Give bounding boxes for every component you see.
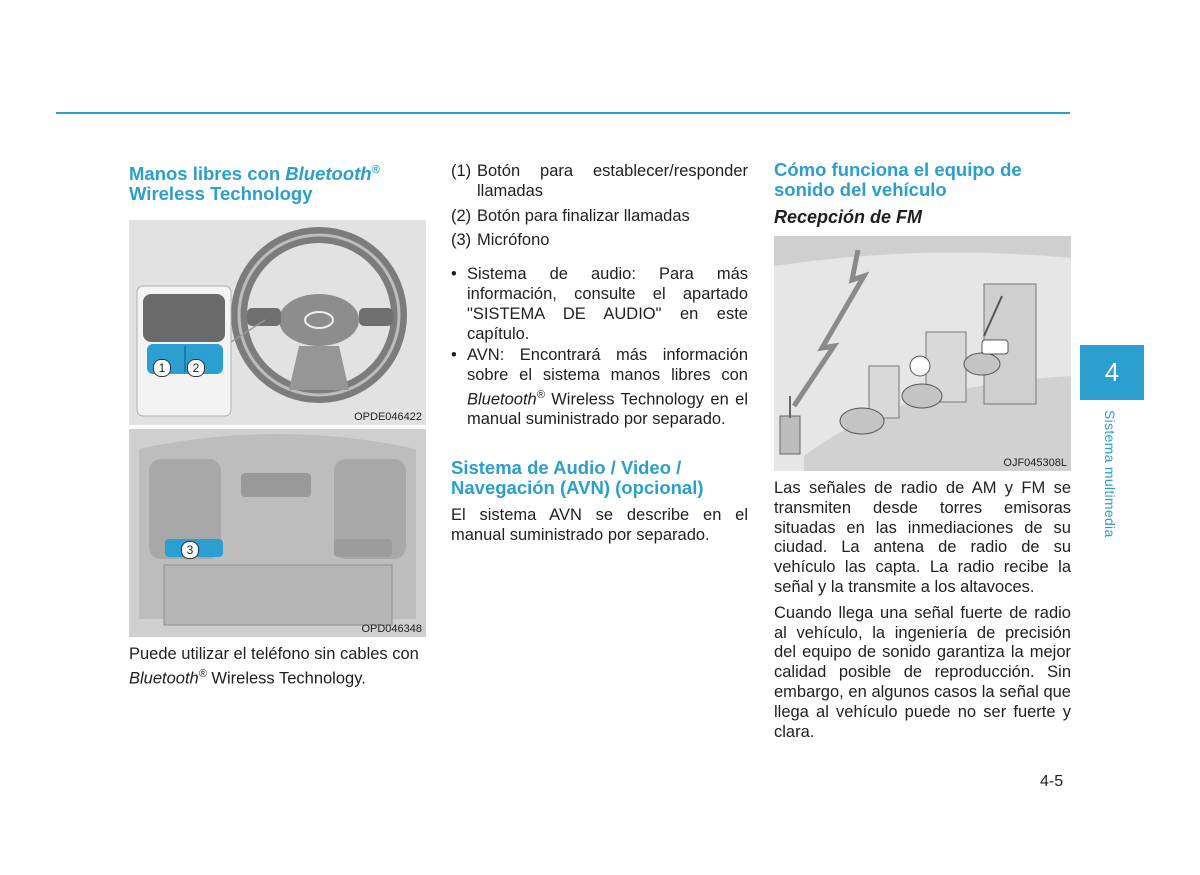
list-item xyxy=(451,207,748,227)
figure-code: OPDE046422 xyxy=(354,411,422,424)
heading-line2: Wireless Technology xyxy=(129,183,313,205)
bullet-list xyxy=(451,265,748,430)
figure-code: OPD046348 xyxy=(361,623,422,636)
column-left xyxy=(129,160,426,689)
overhead-console-figure xyxy=(129,429,426,637)
column-middle xyxy=(451,162,748,546)
bullet-text-part: AVN: Encontrará más información sobre el sistema manos libres con xyxy=(467,346,748,385)
bullet-registered: ® xyxy=(536,388,545,401)
top-rule xyxy=(56,112,1070,114)
page-number: 4-5 xyxy=(1040,773,1064,790)
bullet-italic: Bluetooth xyxy=(467,390,537,409)
list-text: Botón para finalizar llamadas xyxy=(477,206,690,225)
steering-wheel-figure xyxy=(129,220,426,425)
fm-subheading: Recepción de FM xyxy=(774,207,923,227)
bullet-item xyxy=(451,346,748,430)
heading-text: Manos libres con xyxy=(129,163,286,185)
steering-wheel-illustration xyxy=(129,220,426,425)
bullet-text-end: Wireless Technology en el manual suministrado por separado. xyxy=(467,390,748,429)
handsfree-heading xyxy=(129,160,426,204)
chapter-number: 4 xyxy=(1104,357,1120,387)
column-right xyxy=(774,160,1071,742)
list-item xyxy=(451,231,748,251)
heading-line1: Cómo funciona el equipo de xyxy=(774,159,1022,180)
chapter-title: Sistema multimedia xyxy=(1102,410,1118,538)
heading-line2: sonido del vehículo xyxy=(774,179,947,200)
list-number: (3) xyxy=(451,231,472,250)
bullet-text: Sistema de audio: Para más información, consulte el apartado "SISTEMA DE AUDIO" en este capítulo. xyxy=(467,265,748,343)
heading-line2: Navegación (AVN) (opcional) xyxy=(451,477,704,499)
heading-italic: Bluetooth xyxy=(285,163,372,185)
paragraph-text-end: Wireless Technology. xyxy=(206,669,366,688)
callout-3: 3 xyxy=(181,541,199,559)
figure-code: OJF045308L xyxy=(1003,457,1067,469)
bullet-text xyxy=(467,346,748,430)
heading-registered: ® xyxy=(371,164,380,176)
list-text: Botón para establecer/responder llamadas xyxy=(477,162,748,200)
bullet-item xyxy=(451,265,748,344)
fm-reception-figure xyxy=(774,236,1071,471)
handsfree-paragraph xyxy=(129,645,426,689)
paragraph-text: Puede utilizar el teléfono sin cables con xyxy=(129,645,419,664)
avn-paragraph: El sistema AVN se describe en el manual suministrado por separado. xyxy=(451,506,748,544)
list-number: (2) xyxy=(451,206,472,225)
avn-heading xyxy=(451,458,748,498)
chapter-tab xyxy=(1080,345,1144,400)
fm-reception-illustration xyxy=(774,236,1071,471)
callout-1: 1 xyxy=(153,359,171,377)
paragraph-italic: Bluetooth xyxy=(129,669,199,688)
paragraph-registered: ® xyxy=(198,667,207,680)
fm-paragraph-1: Las señales de radio de AM y FM se transmiten desde torres emisoras situadas en las inmediaciones de su ciudad. La antena de radio de su vehículo las capta. La radio recibe la señal y la transmite a los altavoces. xyxy=(774,479,1071,596)
callout-2: 2 xyxy=(187,359,205,377)
bullet-dot: • xyxy=(451,265,457,284)
list-text: Micrófono xyxy=(477,231,550,250)
overhead-console-illustration xyxy=(129,429,426,637)
numbered-list xyxy=(451,162,748,251)
list-item xyxy=(451,162,748,202)
list-number: (1) xyxy=(451,162,472,180)
bullet-dot: • xyxy=(451,346,457,365)
fm-paragraph-2: Cuando llega una señal fuerte de radio al vehículo, la ingeniería de precisión del equipo de sonido garantiza la mejor calidad posible de reproducción. Sin embargo, en algunos casos la señal que llega al vehículo puede no ser fuerte y clara. xyxy=(774,603,1071,741)
heading-line1: Sistema de Audio / Video / xyxy=(451,457,682,479)
sound-system-heading xyxy=(774,160,1071,200)
